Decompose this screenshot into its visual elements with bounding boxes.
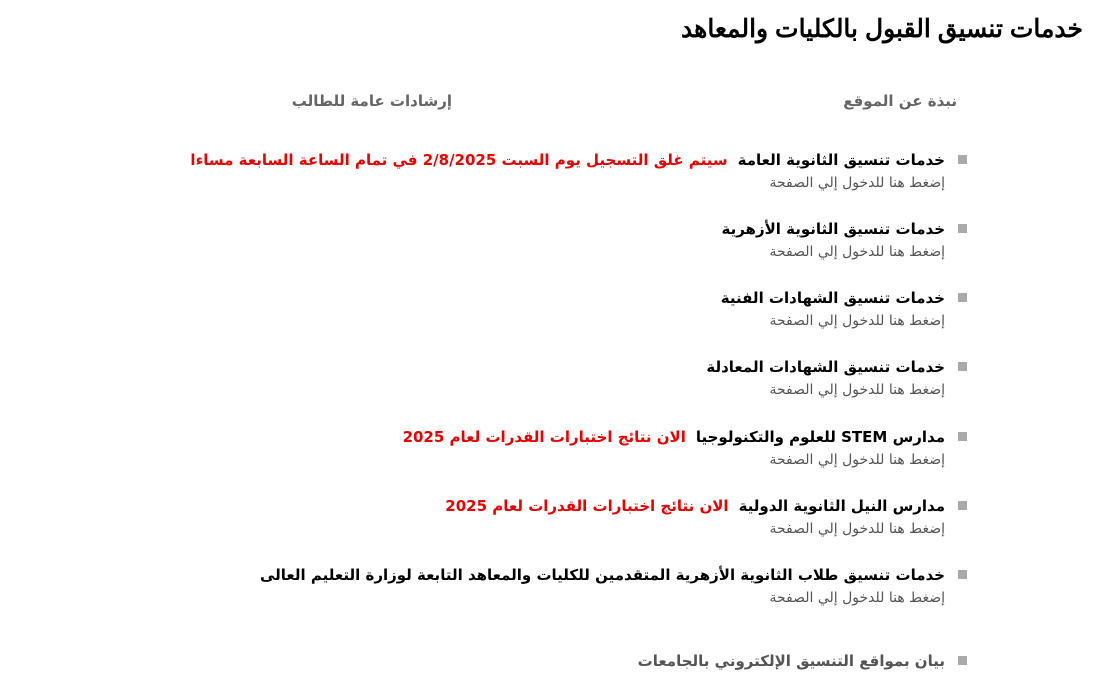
square-bullet-icon (958, 293, 967, 302)
enter-page-link[interactable]: إضغط هنا للدخول إلي الصفحة (769, 382, 945, 398)
item-title: مدارس النيل الثانوية الدولية (738, 497, 945, 515)
item-title: مدارس STEM للعلوم والتكنولوجيا (695, 428, 945, 446)
item-title: خدمات تنسيق الشهادات المعادلة (706, 358, 945, 376)
enter-page-link[interactable]: إضغط هنا للدخول إلي الصفحة (769, 313, 945, 329)
list-item (260, 565, 945, 606)
list-item (403, 427, 945, 468)
item-title: خدمات تنسيق الشهادات الفنية (720, 289, 945, 307)
square-bullet-icon (958, 432, 967, 441)
nav-about-site[interactable]: نبذة عن الموقع (843, 92, 957, 110)
page-title: خدمات تنسيق القبول بالكليات والمعاهد (681, 15, 1083, 43)
square-bullet-icon (958, 570, 967, 579)
item-notice: الان نتائج اختبارات القدرات لعام 2025 (445, 497, 729, 515)
enter-page-link[interactable]: إضغط هنا للدخول إلي الصفحة (769, 175, 945, 191)
square-bullet-icon (958, 362, 967, 371)
item-title: خدمات تنسيق طلاب الثانوية الأزهرية المتقدمين للكليات والمعاهد التابعة لوزارة التعليم العالى (259, 566, 945, 584)
item-notice: الان نتائج اختبارات القدرات لعام 2025 (402, 428, 686, 446)
list-item[interactable] (638, 651, 945, 670)
list-item (445, 496, 945, 537)
square-bullet-icon (958, 656, 967, 665)
enter-page-link[interactable]: إضغط هنا للدخول إلي الصفحة (769, 521, 945, 537)
square-bullet-icon (958, 224, 967, 233)
nav-student-guidance[interactable]: إرشادات عامة للطالب (291, 92, 452, 110)
list-item (190, 150, 945, 191)
enter-page-link[interactable]: إضغط هنا للدخول إلي الصفحة (769, 452, 945, 468)
item-title: خدمات تنسيق الثانوية العامة (737, 151, 945, 169)
enter-page-link[interactable]: إضغط هنا للدخول إلي الصفحة (769, 590, 945, 606)
list-item (721, 288, 945, 329)
list-item (706, 357, 945, 398)
square-bullet-icon (958, 155, 967, 164)
enter-page-link[interactable]: إضغط هنا للدخول إلي الصفحة (769, 244, 945, 260)
list-item (722, 219, 946, 260)
item-title: خدمات تنسيق الثانوية الأزهرية (721, 220, 945, 238)
square-bullet-icon (958, 501, 967, 510)
university-sites-link[interactable]: بيان بمواقع التنسيق الإلكتروني بالجامعات (637, 652, 945, 670)
item-notice: سيتم غلق التسجيل يوم السبت 2/8/2025 في تمام الساعة السابعة مساءا (190, 151, 728, 169)
